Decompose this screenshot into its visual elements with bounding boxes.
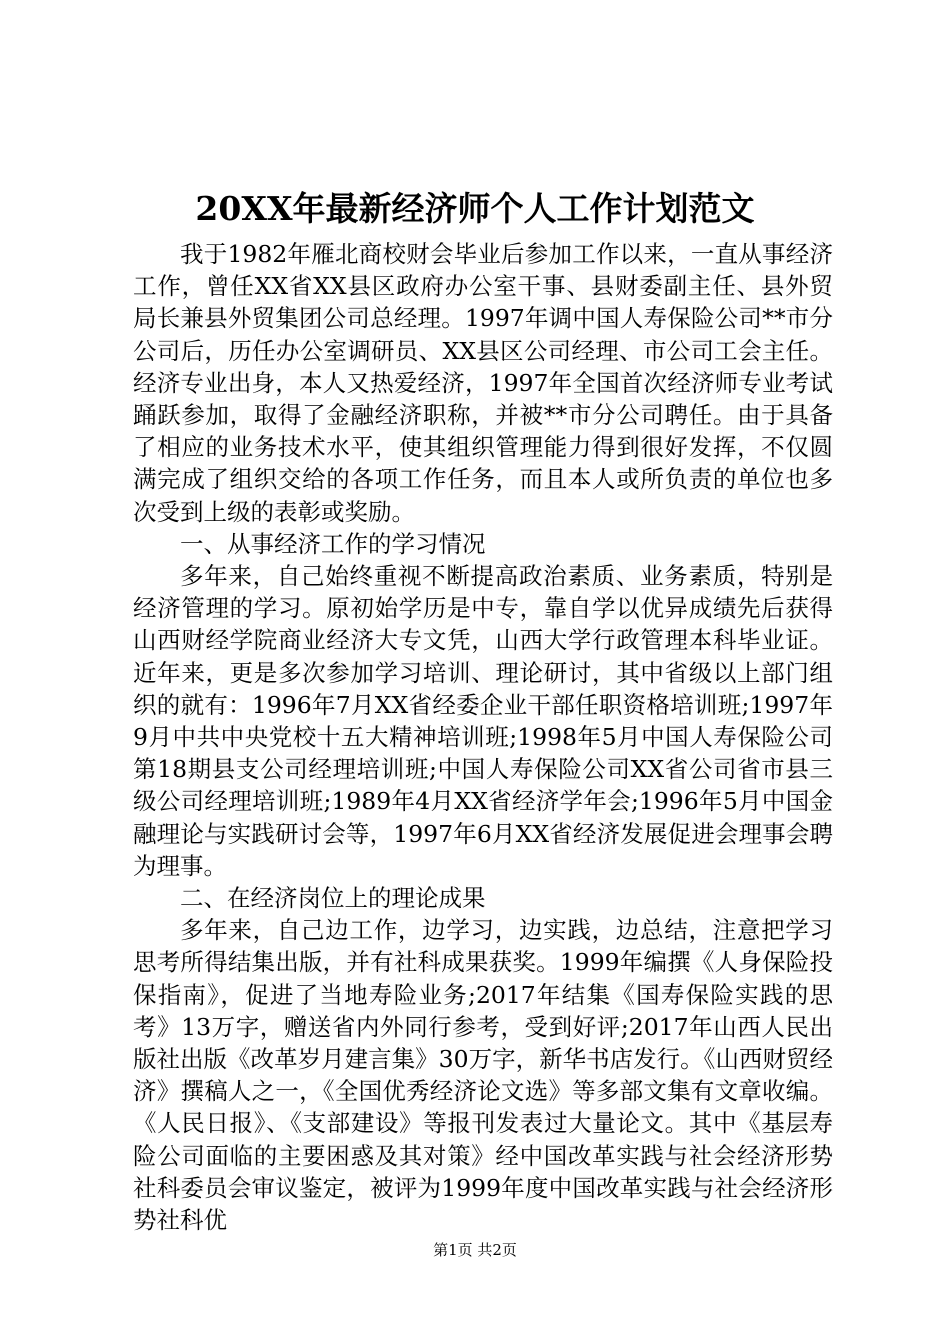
page-title: 20XX年最新经济师个人工作计划范文 (195, 189, 755, 228)
document-body (133, 238, 833, 1236)
paragraph-intro: 我于1982年雁北商校财会毕业后参加工作以来，一直从事经济工作，曾任XX省XX县区政府办公室干事、县财委副主任、县外贸局长兼县外贸集团公司总经理。1997年调中国人寿保险公司**市分公司后，历任办公室调研员、XX县区公司经理、市公司工会主任。经济专业出身，本人又热爱经济，1997年全国首次经济师专业考试踊跃参加，取得了金融经济职称，并被**市分公司聘任。由于具备了相应的业务技术水平，使其组织管理能力得到很好发挥，不仅圆满完成了组织交给的各项工作任务，而且本人或所负责的单位也多次受到上级的表彰或奖励。 (133, 240, 833, 526)
paragraph-achievements: 多年来，自己边工作，边学习，边实践，边总结，注意把学习思考所得结集出版，并有社科成果获奖。1999年编撰《人身保险投保指南》，促进了当地寿险业务;2017年结集《国寿保险实践的思考》13万字，赠送省内外同行参考，受到好评;2017年山西人民出版社出版《改革岁月建言集》30万字，新华书店发行。《山西财贸经济》撰稿人之一，《全国优秀经济论文选》等多部文集有文章收编。《人民日报》、《支部建设》等报刊发表过大量论文。其中《基层寿险公司面临的主要困惑及其对策》经中国改革实践与社会经济形势社科委员会审议鉴定，被评为1999年度中国改革实践与社会经济形势社科优 (133, 916, 833, 1235)
paragraph-study: 多年来，自己始终重视不断提高政治素质、业务素质，特别是经济管理的学习。原初始学历是中专，靠自学以优异成绩先后获得山西财经学院商业经济大专文凭，山西大学行政管理本科毕业证。近年来，更是多次参加学习培训、理论研讨，其中省级以上部门组织的就有：1996年7月XX省经委企业干部任职资格培训班;1997年9月中共中央党校十五大精神培训班;1998年5月中国人寿保险公司第18期县支公司经理培训班;中国人寿保险公司XX省公司省市县三级公司经理培训班;1989年4月XX省经济学年会;1996年5月中国金融理论与实践研讨会等，1997年6月XX省经济发展促进会理事会聘为理事。 (133, 562, 833, 880)
page-footer: 第1页 共2页 (433, 1241, 517, 1259)
section-heading-2: 二、在经济岗位上的理论成果 (180, 884, 486, 913)
section-heading-1: 一、从事经济工作的学习情况 (180, 529, 486, 558)
